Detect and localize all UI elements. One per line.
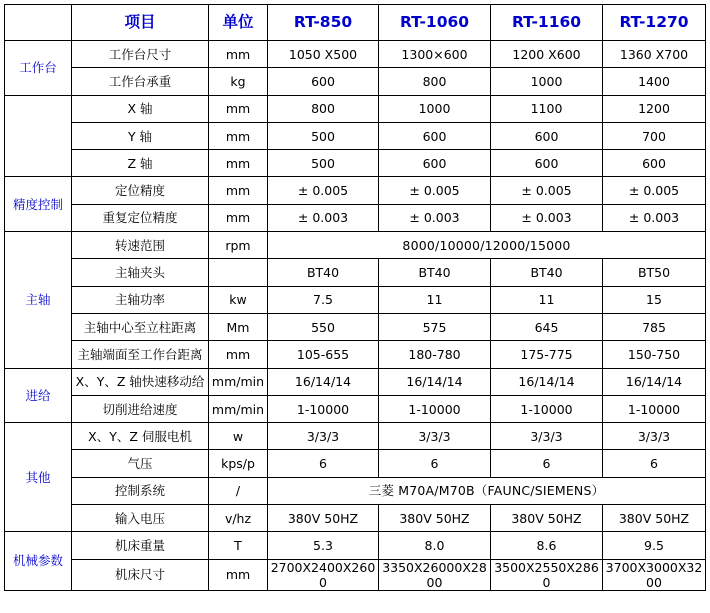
table-row — [5, 395, 706, 422]
value-cell: 600 — [379, 150, 491, 177]
value-cell: 1000 — [491, 68, 603, 95]
value-cell: 6 — [491, 450, 603, 477]
unit-cell: mm — [209, 341, 268, 368]
item-label: 重复定位精度 — [72, 204, 209, 231]
table-row — [5, 177, 706, 204]
value-cell: 800 — [379, 68, 491, 95]
value-cell: 1200 — [603, 95, 706, 122]
group-label: 工作台 — [5, 41, 72, 96]
value-cell: 180-780 — [379, 341, 491, 368]
value-cell: 700 — [603, 122, 706, 149]
value-cell: 1300×600 — [379, 41, 491, 68]
spanned-value-cell: 8000/10000/12000/15000 — [268, 232, 706, 259]
table-row — [5, 532, 706, 559]
spec-table — [4, 4, 706, 591]
value-cell: 380V 50HZ — [491, 505, 603, 532]
table-row — [5, 122, 706, 149]
spanned-value-cell: 三菱 M70A/M70B（FAUNC/SIEMENS） — [268, 477, 706, 504]
value-cell: 8.0 — [379, 532, 491, 559]
unit-cell: kw — [209, 286, 268, 313]
value-cell: ± 0.005 — [379, 177, 491, 204]
value-cell: 600 — [379, 122, 491, 149]
unit-cell: mm — [209, 150, 268, 177]
value-cell: 1-10000 — [491, 395, 603, 422]
item-label: 控制系统 — [72, 477, 209, 504]
value-cell: 1050 X500 — [268, 41, 379, 68]
value-cell: BT40 — [379, 259, 491, 286]
table-row — [5, 259, 706, 286]
table-row — [5, 68, 706, 95]
item-label: 定位精度 — [72, 177, 209, 204]
header-item: 项目 — [72, 5, 209, 41]
item-label: 机床重量 — [72, 532, 209, 559]
group-label — [5, 95, 72, 177]
value-cell: BT50 — [603, 259, 706, 286]
value-cell: ± 0.005 — [268, 177, 379, 204]
item-label: 主轴端面至工作台距离 — [72, 341, 209, 368]
value-cell: 600 — [491, 122, 603, 149]
header-row — [5, 5, 706, 41]
value-cell: 575 — [379, 313, 491, 340]
value-cell: 105-655 — [268, 341, 379, 368]
table-row — [5, 477, 706, 504]
value-cell: 16/14/14 — [268, 368, 379, 395]
header-model: RT-1160 — [491, 5, 603, 41]
value-cell: ± 0.003 — [268, 204, 379, 231]
value-cell: 1-10000 — [379, 395, 491, 422]
item-label: 气压 — [72, 450, 209, 477]
header-model: RT-850 — [268, 5, 379, 41]
value-cell: 175-775 — [491, 341, 603, 368]
table-row — [5, 232, 706, 259]
value-cell: 1200 X600 — [491, 41, 603, 68]
value-cell: 1100 — [491, 95, 603, 122]
value-cell: BT40 — [491, 259, 603, 286]
value-cell: 600 — [603, 150, 706, 177]
group-label: 机械参数 — [5, 532, 72, 590]
unit-cell: mm — [209, 41, 268, 68]
table-row — [5, 341, 706, 368]
group-label: 其他 — [5, 423, 72, 532]
header-model: RT-1060 — [379, 5, 491, 41]
value-cell: 500 — [268, 150, 379, 177]
value-cell: 645 — [491, 313, 603, 340]
value-cell: 3700X3000X3200 — [603, 559, 706, 590]
value-cell: 600 — [268, 68, 379, 95]
unit-cell: mm — [209, 95, 268, 122]
table-row — [5, 95, 706, 122]
table-row — [5, 505, 706, 532]
value-cell: 3/3/3 — [379, 423, 491, 450]
value-cell: ± 0.003 — [603, 204, 706, 231]
value-cell: 16/14/14 — [379, 368, 491, 395]
item-label: 切削进给速度 — [72, 395, 209, 422]
unit-cell: mm — [209, 204, 268, 231]
value-cell: 15 — [603, 286, 706, 313]
item-label: 工作台尺寸 — [72, 41, 209, 68]
value-cell: 1000 — [379, 95, 491, 122]
unit-cell: mm — [209, 559, 268, 590]
unit-cell: v/hz — [209, 505, 268, 532]
unit-cell: mm/min — [209, 368, 268, 395]
value-cell: 16/14/14 — [491, 368, 603, 395]
unit-cell: mm — [209, 177, 268, 204]
value-cell: ± 0.003 — [491, 204, 603, 231]
value-cell: 8.6 — [491, 532, 603, 559]
value-cell: ± 0.005 — [603, 177, 706, 204]
unit-cell: T — [209, 532, 268, 559]
value-cell: 800 — [268, 95, 379, 122]
value-cell: 785 — [603, 313, 706, 340]
value-cell: 380V 50HZ — [268, 505, 379, 532]
group-label: 主轴 — [5, 232, 72, 368]
value-cell: 380V 50HZ — [603, 505, 706, 532]
unit-cell: / — [209, 477, 268, 504]
unit-cell: rpm — [209, 232, 268, 259]
item-label: 工作台承重 — [72, 68, 209, 95]
table-row — [5, 313, 706, 340]
value-cell: 2700X2400X2600 — [268, 559, 379, 590]
item-label: 主轴夹头 — [72, 259, 209, 286]
item-label: X、Y、Z 伺服电机 — [72, 423, 209, 450]
value-cell: 5.3 — [268, 532, 379, 559]
value-cell: 380V 50HZ — [379, 505, 491, 532]
item-label: X 轴 — [72, 95, 209, 122]
unit-cell: mm — [209, 122, 268, 149]
item-label: 转速范围 — [72, 232, 209, 259]
value-cell: 1400 — [603, 68, 706, 95]
table-row — [5, 423, 706, 450]
value-cell: 9.5 — [603, 532, 706, 559]
value-cell: 11 — [491, 286, 603, 313]
value-cell: 500 — [268, 122, 379, 149]
value-cell: 1-10000 — [603, 395, 706, 422]
value-cell: 1-10000 — [268, 395, 379, 422]
value-cell: 3/3/3 — [491, 423, 603, 450]
table-row — [5, 286, 706, 313]
value-cell: 6 — [268, 450, 379, 477]
group-label: 进给 — [5, 368, 72, 423]
table-row — [5, 559, 706, 590]
value-cell: 3500X2550X2860 — [491, 559, 603, 590]
value-cell: 16/14/14 — [603, 368, 706, 395]
table-row — [5, 450, 706, 477]
item-label: 主轴中心至立柱距离 — [72, 313, 209, 340]
value-cell: 6 — [379, 450, 491, 477]
item-label: 机床尺寸 — [72, 559, 209, 590]
item-label: X、Y、Z 轴快速移动给 — [72, 368, 209, 395]
spec-body — [5, 41, 706, 591]
table-row — [5, 41, 706, 68]
header-unit: 单位 — [209, 5, 268, 41]
value-cell: 1360 X700 — [603, 41, 706, 68]
header-model: RT-1270 — [603, 5, 706, 41]
value-cell: 600 — [491, 150, 603, 177]
table-row — [5, 204, 706, 231]
unit-cell — [209, 259, 268, 286]
value-cell: 3350X26000X2800 — [379, 559, 491, 590]
item-label: Y 轴 — [72, 122, 209, 149]
header-group-cell — [5, 5, 72, 41]
value-cell: 3/3/3 — [603, 423, 706, 450]
value-cell: ± 0.005 — [491, 177, 603, 204]
unit-cell: kg — [209, 68, 268, 95]
value-cell: BT40 — [268, 259, 379, 286]
unit-cell: mm/min — [209, 395, 268, 422]
item-label: 主轴功率 — [72, 286, 209, 313]
table-row — [5, 368, 706, 395]
value-cell: 6 — [603, 450, 706, 477]
unit-cell: w — [209, 423, 268, 450]
value-cell: 550 — [268, 313, 379, 340]
item-label: Z 轴 — [72, 150, 209, 177]
value-cell: 11 — [379, 286, 491, 313]
value-cell: ± 0.003 — [379, 204, 491, 231]
table-row — [5, 150, 706, 177]
value-cell: 3/3/3 — [268, 423, 379, 450]
item-label: 输入电压 — [72, 505, 209, 532]
unit-cell: Mm — [209, 313, 268, 340]
value-cell: 7.5 — [268, 286, 379, 313]
value-cell: 150-750 — [603, 341, 706, 368]
unit-cell: kps/p — [209, 450, 268, 477]
group-label: 精度控制 — [5, 177, 72, 232]
